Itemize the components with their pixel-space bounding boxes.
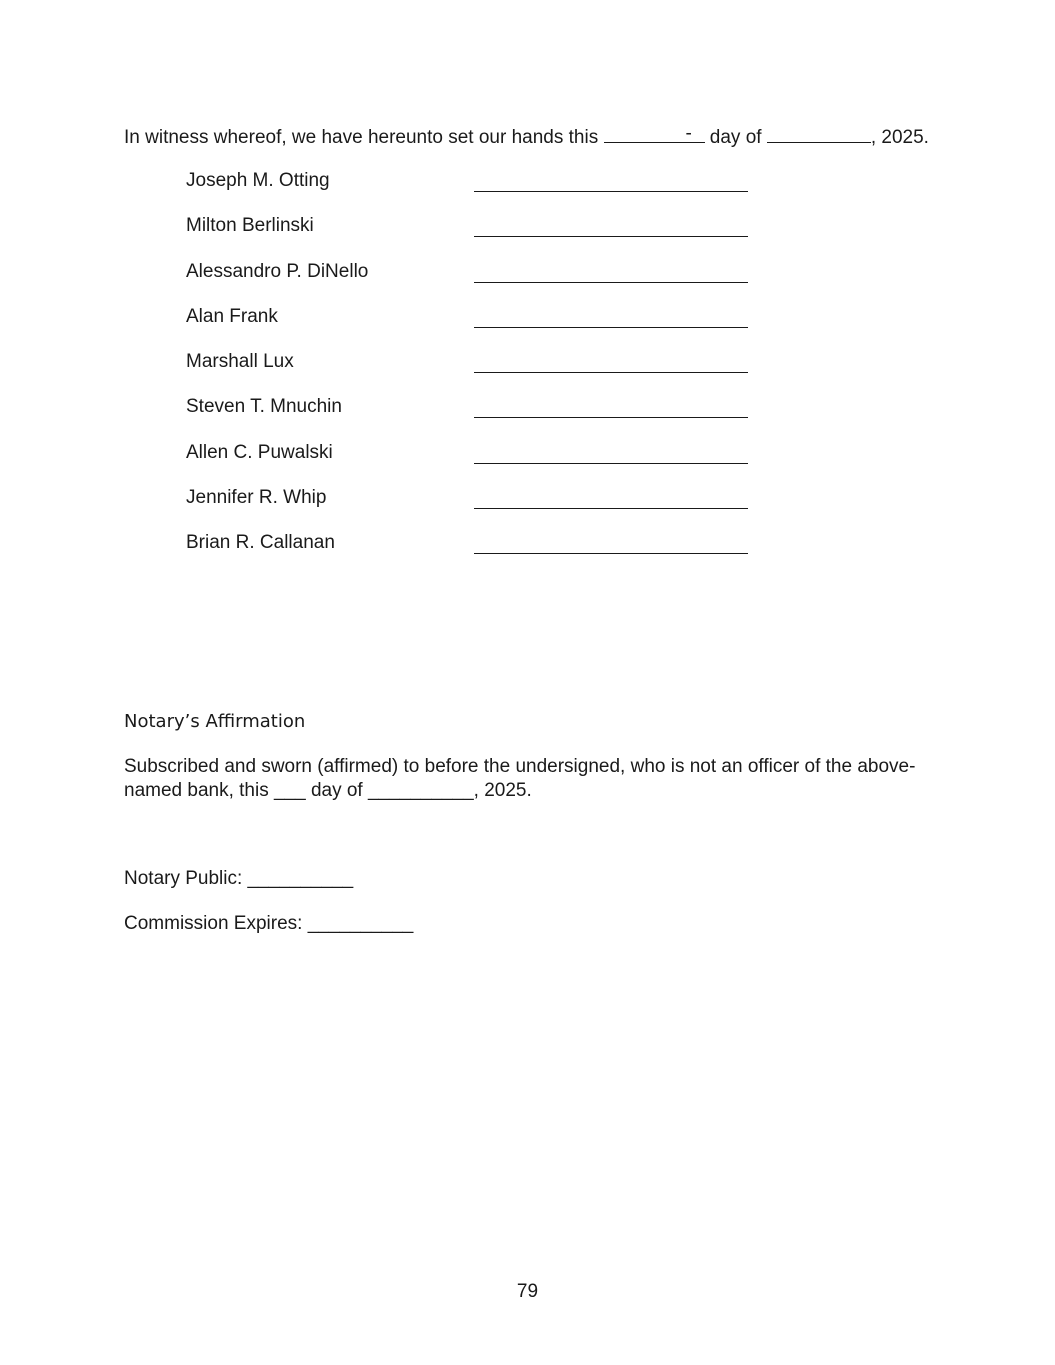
signature-line (474, 236, 748, 237)
witness-mid-text: day of (709, 127, 762, 148)
signer-name: Marshall Lux (186, 351, 294, 373)
witness-prefix-text: In witness whereof, we have hereunto set our hands this (124, 127, 599, 148)
notary-public-field: Notary Public: __________ (124, 868, 354, 889)
signer-row (186, 259, 756, 304)
signature-line (474, 372, 748, 373)
witness-clause (124, 124, 929, 150)
commission-expires-field: Commission Expires: __________ (124, 913, 414, 934)
signer-row (186, 304, 756, 349)
notary-body-line: Subscribed and sworn (affirmed) to before the undersigned, who is not an officer of the above- (124, 756, 916, 777)
signer-row (186, 485, 756, 530)
signer-name: Steven T. Mnuchin (186, 396, 342, 418)
signer-row (186, 394, 756, 439)
page-number: 79 (516, 1281, 539, 1302)
signer-row (186, 168, 756, 213)
signer-name: Jennifer R. Whip (186, 487, 327, 509)
signature-line (474, 553, 748, 554)
signature-line (474, 282, 748, 283)
signer-row (186, 213, 756, 258)
witness-day-blank (604, 124, 705, 143)
notary-heading: Notary’s Affirmation (124, 711, 306, 732)
signature-line (474, 191, 748, 192)
witness-month-blank (767, 124, 871, 143)
witness-suffix-text: , 2025. (870, 127, 929, 148)
signer-name: Alan Frank (186, 305, 278, 327)
signer-row (186, 349, 756, 394)
signature-line (474, 417, 748, 418)
signature-line (474, 327, 748, 328)
signer-name: Alessandro P. DiNello (186, 260, 369, 282)
signature-line (474, 508, 748, 509)
signature-line (474, 463, 748, 464)
signer-row (186, 440, 756, 485)
signer-name: Brian R. Callanan (186, 532, 335, 554)
witness-day-blank-mark: - (685, 123, 692, 144)
signature-block (186, 168, 756, 576)
signer-row (186, 530, 756, 575)
notary-body-line: named bank, this ___ day of __________, 2025. (124, 780, 532, 801)
notary-affirmation-text (124, 755, 924, 803)
signer-name: Allen C. Puwalski (186, 441, 333, 463)
signer-name: Joseph M. Otting (186, 170, 330, 191)
signer-name: Milton Berlinski (186, 215, 314, 237)
